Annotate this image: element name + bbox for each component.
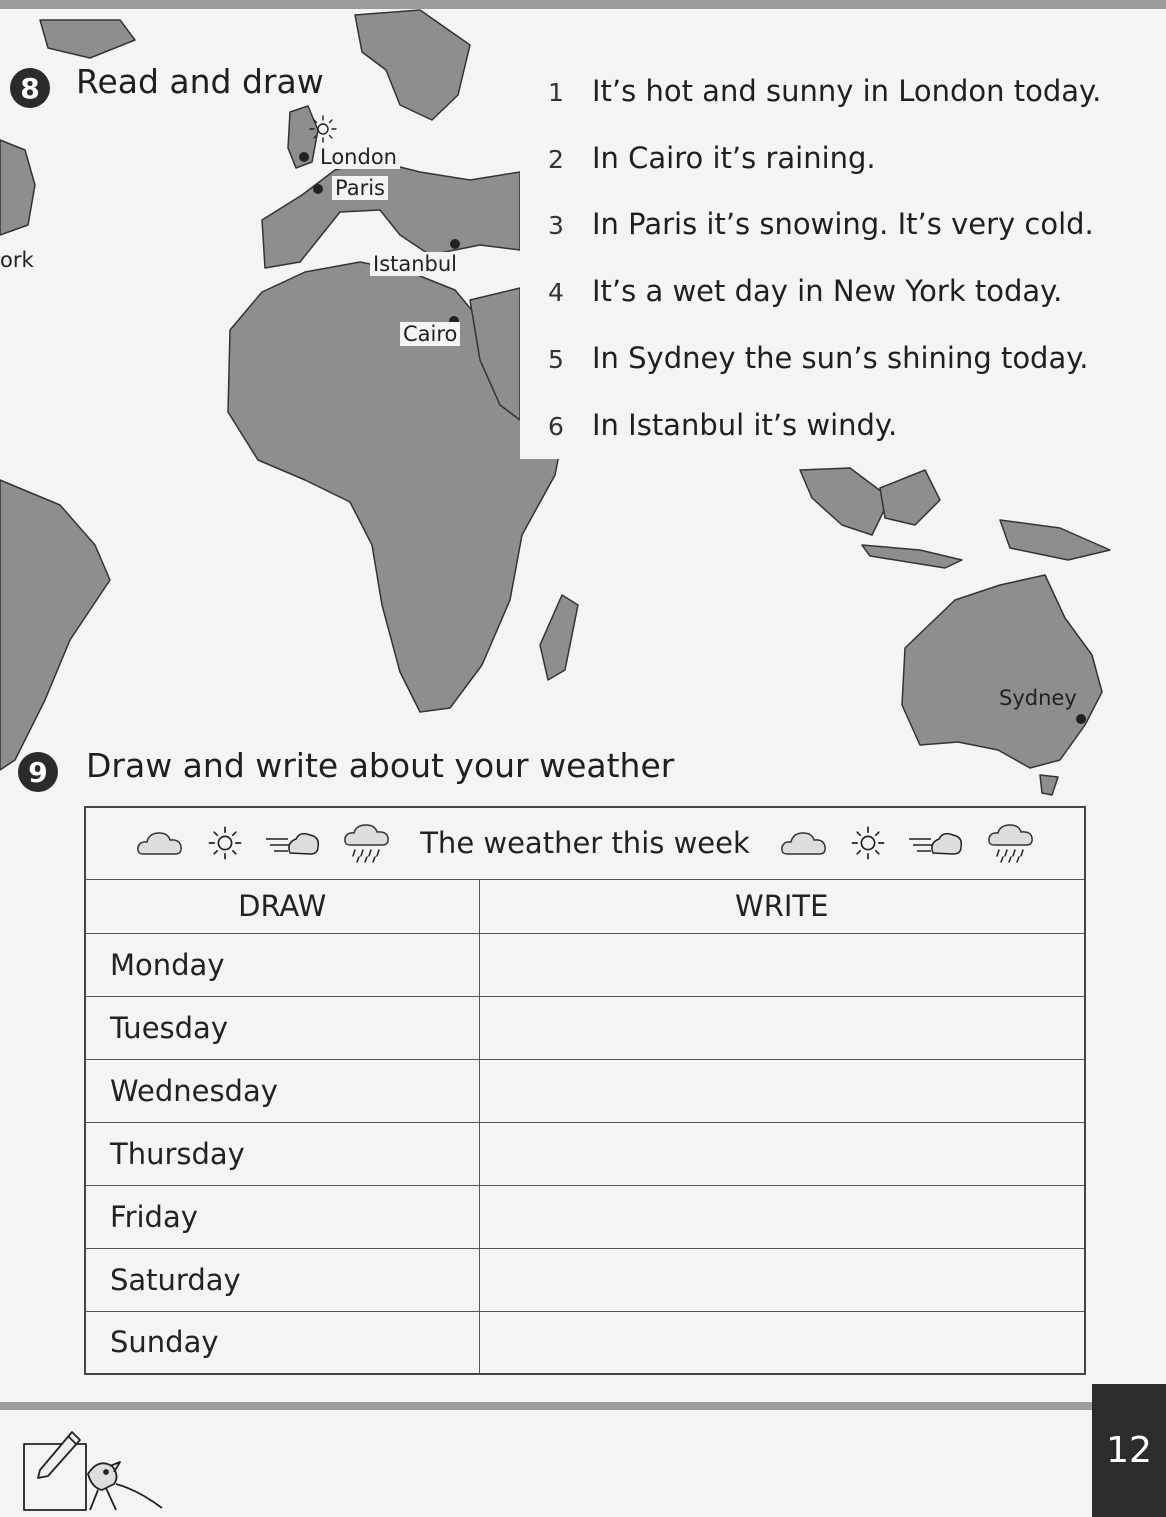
australia-land: [902, 575, 1102, 768]
indonesia-land: [862, 545, 962, 568]
table-title-row: [85, 807, 1085, 879]
sentence-number: 2: [548, 145, 564, 174]
pencil-bird-icon: [20, 1418, 170, 1513]
exercise-9-number: 9: [28, 755, 48, 789]
city-label-london: London: [317, 145, 400, 169]
write-cell-friday[interactable]: [479, 1185, 1085, 1248]
write-cell-sunday[interactable]: [479, 1311, 1085, 1374]
exercise-8-badge: [10, 68, 50, 108]
sentence-text: In Istanbul it’s windy.: [592, 408, 898, 442]
table-title: The weather this week: [420, 826, 750, 861]
write-cell-thursday[interactable]: [479, 1122, 1085, 1185]
day-cell-saturday[interactable]: Saturday: [85, 1248, 479, 1311]
table-row: [85, 1185, 1085, 1248]
sun-icon: [308, 114, 338, 144]
table-row: [85, 1122, 1085, 1185]
paris-marker: [313, 184, 323, 194]
table-row: [85, 996, 1085, 1059]
cloud-icon: [135, 826, 185, 860]
sentence-text: In Sydney the sun’s shining today.: [592, 341, 1089, 375]
write-cell-wednesday[interactable]: [479, 1059, 1085, 1122]
south-america-land: [0, 480, 110, 770]
sentence-1: [548, 74, 1101, 108]
borneo-land: [880, 470, 940, 525]
city-label-istanbul: Istanbul: [370, 252, 460, 276]
madagascar-land: [540, 595, 578, 680]
write-cell-saturday[interactable]: [479, 1248, 1085, 1311]
sun-icon: [207, 825, 243, 861]
city-label-paris: Paris: [332, 176, 388, 200]
sentence-4: [548, 274, 1062, 308]
sentence-list: [520, 64, 1130, 459]
sentence-number: 3: [548, 211, 564, 240]
bottom-rule: [0, 1402, 1092, 1410]
sentence-text: It’s hot and sunny in London today.: [592, 74, 1102, 108]
greenland-land: [40, 20, 135, 58]
scandinavia-land: [355, 10, 470, 120]
istanbul-marker: [450, 239, 460, 249]
cloud-icon: [779, 826, 829, 860]
new-guinea-land: [1000, 520, 1110, 560]
table-row: [85, 1311, 1085, 1374]
sun-icon: [850, 825, 886, 861]
column-header-write: WRITE: [479, 879, 1085, 933]
table-row: [85, 1248, 1085, 1311]
exercise-8-title: Read and draw: [72, 62, 328, 101]
sentence-text: In Cairo it’s raining.: [592, 141, 876, 175]
rain-icon: [343, 823, 391, 863]
city-label-sydney: Sydney: [999, 686, 1077, 710]
sentence-6: [548, 408, 897, 442]
day-cell-wednesday[interactable]: Wednesday: [85, 1059, 479, 1122]
page-number-tab: [1092, 1384, 1166, 1517]
page-number: 12: [1106, 1430, 1152, 1471]
sentence-number: 4: [548, 278, 564, 307]
table-title-cell: [85, 807, 1085, 879]
write-cell-tuesday[interactable]: [479, 996, 1085, 1059]
sentence-text: In Paris it’s snowing. It’s very cold.: [592, 207, 1094, 241]
table-row: [85, 1059, 1085, 1122]
sentence-number: 1: [548, 78, 564, 107]
wind-icon: [907, 827, 965, 859]
exercise-9-title: Draw and write about your weather: [86, 746, 675, 785]
table-row: [85, 933, 1085, 996]
city-label-cairo: Cairo: [400, 322, 460, 346]
column-header-draw: DRAW: [85, 879, 479, 933]
london-marker: [299, 152, 309, 162]
day-cell-monday[interactable]: Monday: [85, 933, 479, 996]
exercise-8-number: 8: [20, 71, 40, 105]
city-label-new-york-partial: ork: [0, 248, 34, 272]
wind-icon: [264, 827, 322, 859]
southeast-asia-land: [800, 468, 890, 535]
day-cell-sunday[interactable]: Sunday: [85, 1311, 479, 1374]
write-cell-monday[interactable]: [479, 933, 1085, 996]
sentence-3: [548, 207, 1094, 241]
day-cell-friday[interactable]: Friday: [85, 1185, 479, 1248]
day-cell-tuesday[interactable]: Tuesday: [85, 996, 479, 1059]
sentence-number: 6: [548, 412, 564, 441]
rain-icon: [987, 823, 1035, 863]
tasmania-land: [1040, 775, 1058, 795]
sydney-marker: [1076, 714, 1086, 724]
weather-table: [84, 806, 1086, 1375]
sentence-number: 5: [548, 345, 564, 374]
sentence-text: It’s a wet day in New York today.: [592, 274, 1063, 308]
sentence-2: [548, 141, 876, 175]
day-cell-thursday[interactable]: Thursday: [85, 1122, 479, 1185]
exercise-9-badge: [18, 752, 58, 792]
table-header-row: [85, 879, 1085, 933]
sentence-5: [548, 341, 1088, 375]
americas-land: [0, 140, 35, 235]
